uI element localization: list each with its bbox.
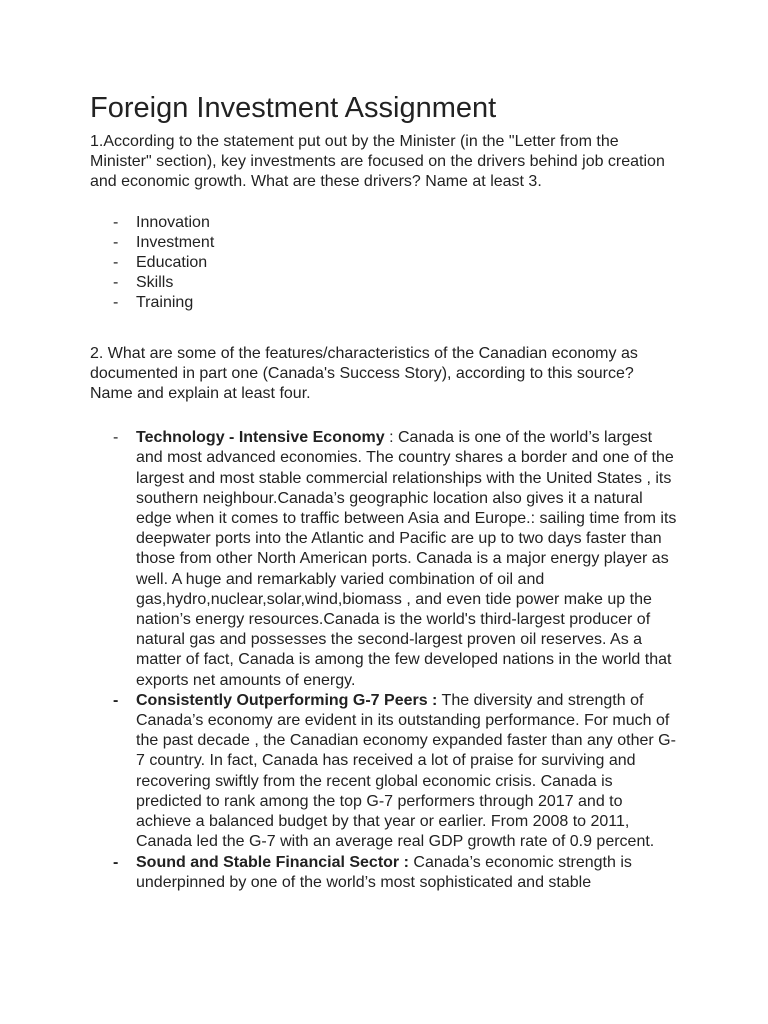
question-2: 2. What are some of the features/characteristics of the Canadian economy as documented in part one (Canada's Success Story), according to this source? Name and explain at least four. bbox=[90, 344, 638, 403]
feature-heading: Sound and Stable Financial Sector : bbox=[136, 853, 409, 871]
list-item-text: Innovation bbox=[136, 213, 210, 231]
document-title: Foreign Investment Assignment bbox=[90, 92, 497, 124]
feature-item bbox=[90, 428, 680, 691]
question-1-answer-list bbox=[90, 213, 680, 314]
list-bullet: - bbox=[113, 294, 119, 312]
feature-heading: Technology - Intensive Economy bbox=[136, 429, 385, 447]
feature-body: The diversity and strength of Canada’s economy are evident in its outstanding performance. For much of the past decade , the Canadian economy expanded faster than any other G-7 country. In fact, Canada has received a lot of praise for surviving and recovering swiftly from the recent global economic crisis. Canada is predicted to rank among the top G-7 performers through 2017 and to achieve a balanced budget by that year or earlier. From 2008 to 2011, Canada led the G-7 with an average real GDP growth rate of 0.9 percent. bbox=[136, 691, 676, 851]
list-item bbox=[90, 273, 680, 293]
list-bullet: - bbox=[113, 274, 119, 292]
feature-body: Canada is one of the world’s largest and most advanced economies. The country shares a border and one of the largest and most stable commercial relationships with the United States , its southern neighbour.Canada’s geographic location also gives it a natural edge when it comes to traffic between Asia and Europe.: sailing time from its deepwater ports into the Atlantic and Pacific are up to two days faster than those from other North American ports. Canada is a major energy player as well. A huge and remarkably varied combination of oil and gas,hydro,nuclear,solar,wind,biomass , and even tide power make up the nation’s energy resources.Canada is the world's third-largest producer of natural gas and possesses the second-largest proven oil reserves. As a matter of fact, Canada is among the few developed nations in the world that exports net amounts of energy. bbox=[136, 429, 677, 689]
list-bullet: - bbox=[113, 213, 119, 231]
list-bullet: - bbox=[113, 254, 119, 272]
list-bullet: - bbox=[113, 429, 119, 447]
question-1-text: According to the statement put out by the Minister (in the "Letter from the Minister" section), key investments are focused on the drivers behind job creation and economic growth. What are these drivers? Name at least 3. bbox=[90, 133, 665, 191]
list-item bbox=[90, 233, 680, 253]
question-1 bbox=[90, 132, 680, 193]
feature-item bbox=[90, 853, 680, 893]
list-bullet: - bbox=[113, 853, 119, 871]
list-item-text: Investment bbox=[136, 233, 215, 251]
list-item-text: Training bbox=[136, 294, 194, 312]
list-item-text: Skills bbox=[136, 274, 174, 292]
question-2-feature-list bbox=[90, 428, 680, 893]
list-item bbox=[90, 253, 680, 273]
feature-item bbox=[90, 691, 680, 853]
list-bullet: - bbox=[113, 233, 119, 251]
list-item bbox=[90, 213, 680, 233]
document-page bbox=[90, 88, 680, 893]
feature-separator: : bbox=[384, 429, 398, 447]
question-1-number: 1. bbox=[90, 133, 104, 150]
feature-body: Canada’s economic strength is underpinned by one of the world’s most sophisticated and stable bbox=[136, 853, 632, 891]
list-bullet: - bbox=[113, 691, 119, 709]
feature-heading: Consistently Outperforming G-7 Peers : bbox=[136, 691, 438, 709]
list-item-text: Education bbox=[136, 254, 208, 272]
list-item bbox=[90, 293, 680, 313]
